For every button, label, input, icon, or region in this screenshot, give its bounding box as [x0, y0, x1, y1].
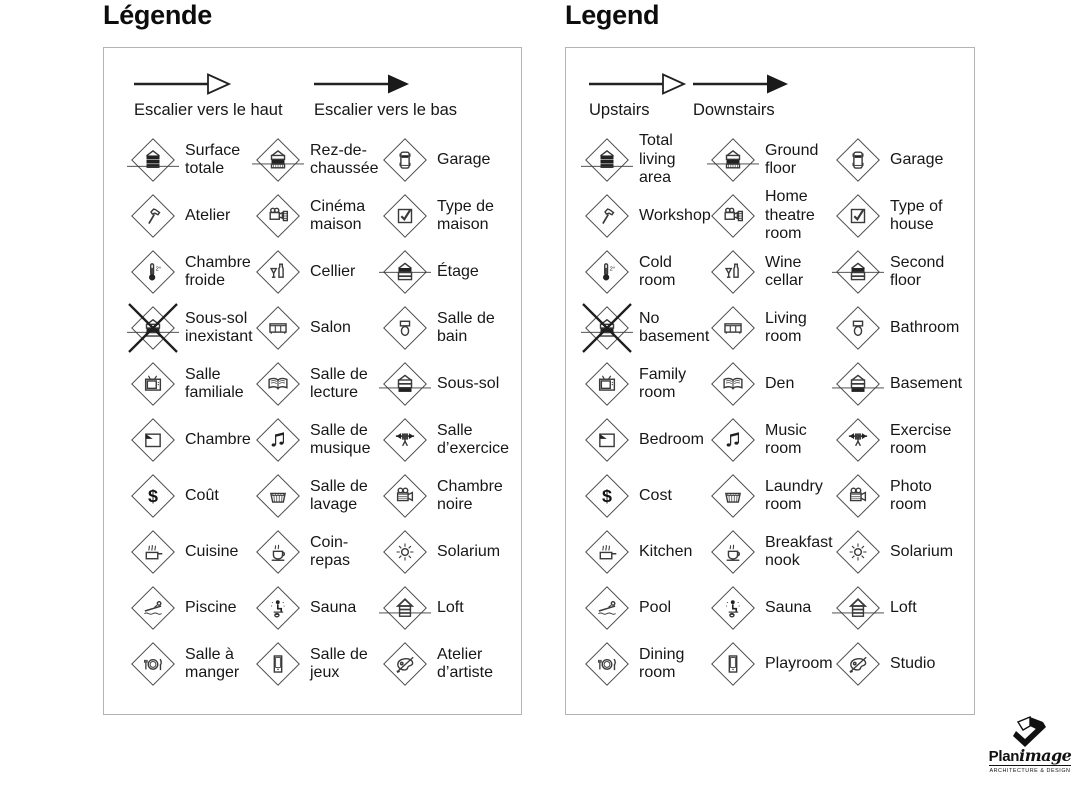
- logo-tagline: ARCHITECTURE & DESIGN: [989, 767, 1071, 774]
- legend-item-label: Cellier: [310, 262, 356, 280]
- legend-item: [130, 300, 255, 356]
- bathroom-icon: [835, 305, 881, 351]
- legend-item-label: Workshop: [639, 206, 711, 224]
- legend-item: [130, 412, 255, 468]
- legend-item: [382, 524, 521, 580]
- breakfast-nook-icon: [255, 529, 301, 575]
- legend-item: [584, 468, 710, 524]
- living-room-icon: [710, 305, 756, 351]
- photo-room-icon: [382, 473, 428, 519]
- ground-floor-icon: [255, 137, 301, 183]
- legend-item: [130, 636, 255, 692]
- legend-item: [130, 468, 255, 524]
- legend-item-label: Den: [765, 374, 795, 392]
- living-room-icon: [255, 305, 301, 351]
- legend-grid: [104, 132, 521, 692]
- legend-item: [710, 636, 835, 692]
- music-room-icon: [710, 417, 756, 463]
- legend-item-label: Salle de lavage: [310, 477, 368, 513]
- legend-item-label: Basement: [890, 374, 963, 392]
- legend-item: [835, 412, 974, 468]
- stairs-down-arrow-label: Escalier vers le bas: [314, 101, 458, 119]
- legend-item-label: Total living area: [639, 132, 676, 187]
- basement-icon: [382, 361, 428, 407]
- legend-item: [130, 580, 255, 636]
- legend-item: [835, 300, 974, 356]
- legend-item: [710, 580, 835, 636]
- legend-item-label: Bedroom: [639, 430, 704, 448]
- planimage-logo: [982, 716, 1078, 774]
- legend-item-label: Atelier d’artiste: [437, 645, 494, 681]
- legend-item-label: Living room: [765, 309, 807, 345]
- legend-item: [835, 356, 974, 412]
- legend-item: [382, 356, 521, 412]
- legend-item: [255, 412, 382, 468]
- legend-item: [835, 580, 974, 636]
- legend-item-label: Playroom: [765, 654, 833, 672]
- legend-item-label: Wine cellar: [765, 253, 804, 289]
- legend-item: [255, 580, 382, 636]
- legend-item-label: Dining room: [639, 645, 685, 681]
- legend-panel-fr: [103, 47, 522, 715]
- garage-icon: [382, 137, 428, 183]
- legend-item: [835, 524, 974, 580]
- legend-item: [382, 300, 521, 356]
- legend-item: [584, 132, 710, 188]
- planimage-emblem-icon: [1010, 716, 1050, 748]
- legend-item-label: Ground floor: [765, 141, 819, 177]
- laundry-room-icon: [255, 473, 301, 519]
- legend-item-label: Sous-sol inexistant: [185, 309, 253, 345]
- legend-item-label: Salon: [310, 318, 351, 336]
- breakfast-nook-icon: [710, 529, 756, 575]
- legend-item-label: Atelier: [185, 206, 231, 224]
- music-room-icon: [255, 417, 301, 463]
- den-icon: [255, 361, 301, 407]
- legend-item: [130, 188, 255, 244]
- stairs-down-arrow-icon: [314, 72, 457, 120]
- legend-item-label: Second floor: [890, 253, 945, 289]
- stairs-down-arrow-label: Downstairs: [693, 101, 775, 119]
- total-living-area-icon: [584, 137, 630, 183]
- home-theatre-icon: [255, 193, 301, 239]
- legend-item-label: Music room: [765, 421, 807, 457]
- stairs-up-arrow-label: Upstairs: [589, 101, 650, 119]
- playroom-icon: [255, 641, 301, 687]
- legend-item-label: Exercise room: [890, 421, 952, 457]
- legend-item-label: Type de maison: [437, 197, 494, 233]
- legend-item: [710, 188, 835, 244]
- crossed-out-x-icon: [578, 299, 636, 357]
- svg-text:$: $: [148, 485, 158, 506]
- home-theatre-icon: [710, 193, 756, 239]
- legend-item-label: Piscine: [185, 598, 237, 616]
- legend-item-label: Chambre noire: [437, 477, 503, 513]
- legend-item-label: Type of house: [890, 197, 943, 233]
- logo-brand-plan: Plan: [988, 748, 1020, 765]
- legend-item: [710, 132, 835, 188]
- bedroom-icon: [130, 417, 176, 463]
- legend-item-label: Salle de jeux: [310, 645, 368, 681]
- basement-icon: [835, 361, 881, 407]
- legend-item: [382, 412, 521, 468]
- legend-item: [584, 300, 710, 356]
- stairs-down-arrow-icon: [693, 72, 791, 120]
- legend-item: [130, 244, 255, 300]
- family-room-icon: [584, 361, 630, 407]
- loft-icon: [382, 585, 428, 631]
- wine-cellar-icon: [255, 249, 301, 295]
- legend-item: [382, 580, 521, 636]
- legend-item-label: Chambre froide: [185, 253, 251, 289]
- legend-item-label: Pool: [639, 598, 672, 616]
- stairs-up-arrow-icon: [589, 72, 687, 120]
- legend-item-label: Solarium: [437, 542, 501, 560]
- bathroom-icon: [382, 305, 428, 351]
- no-basement-icon: [130, 305, 176, 351]
- sauna-icon: [255, 585, 301, 631]
- legend-item-label: Garage: [437, 150, 491, 168]
- legend-item: [710, 300, 835, 356]
- sauna-icon: [710, 585, 756, 631]
- legend-item: [382, 244, 521, 300]
- family-room-icon: [130, 361, 176, 407]
- bedroom-icon: [584, 417, 630, 463]
- legend-item-label: Kitchen: [639, 542, 693, 560]
- legend-item: [255, 244, 382, 300]
- legend-item: [710, 468, 835, 524]
- legend-item: [255, 132, 382, 188]
- legend-grid: [566, 132, 974, 692]
- legend-item-label: Sauna: [765, 598, 812, 616]
- legend-item-label: Studio: [890, 654, 936, 672]
- ground-floor-icon: [710, 137, 756, 183]
- legend-item-label: Salle de musique: [310, 421, 371, 457]
- second-floor-icon: [835, 249, 881, 295]
- workshop-icon: [584, 193, 630, 239]
- logo-brand-image: image: [1019, 746, 1072, 765]
- garage-icon: [835, 137, 881, 183]
- legend-item: [584, 524, 710, 580]
- cold-room-icon: [584, 249, 630, 295]
- legend-item: [710, 524, 835, 580]
- legend-item: [255, 188, 382, 244]
- crossed-out-x-icon: [124, 299, 182, 357]
- legend-title-fr: Légende: [103, 0, 212, 30]
- svg-text:2°: 2°: [609, 266, 616, 273]
- stairs-up-arrow-label: Escalier vers le haut: [134, 101, 283, 119]
- exercise-room-icon: [382, 417, 428, 463]
- legend-item: [710, 244, 835, 300]
- legend-item: [835, 636, 974, 692]
- cost-icon: [130, 473, 176, 519]
- legend-item-label: Bathroom: [890, 318, 960, 336]
- legend-item: [835, 468, 974, 524]
- legend-item: [255, 636, 382, 692]
- legend-title-en: Legend: [565, 0, 660, 30]
- legend-item: [584, 356, 710, 412]
- stairs-up-arrow-icon: [134, 72, 283, 120]
- legend-item: [382, 468, 521, 524]
- legend-item-label: Surface totale: [185, 141, 241, 177]
- studio-icon: [382, 641, 428, 687]
- legend-panel-en: [565, 47, 975, 715]
- legend-item: [382, 636, 521, 692]
- legend-item: [255, 524, 382, 580]
- legend-item: [255, 300, 382, 356]
- pool-icon: [584, 585, 630, 631]
- type-of-house-icon: [835, 193, 881, 239]
- legend-item: [382, 188, 521, 244]
- kitchen-icon: [584, 529, 630, 575]
- dining-room-icon: [130, 641, 176, 687]
- legend-item: [584, 580, 710, 636]
- legend-item-label: Garage: [890, 150, 944, 168]
- legend-item-label: Coin-repas: [310, 533, 351, 569]
- logo-brand: [988, 746, 1072, 766]
- legend-item: [584, 244, 710, 300]
- legend-item-label: Chambre: [185, 430, 251, 448]
- legend-item-label: Salle familiale: [185, 365, 244, 401]
- legend-item-label: Sous-sol: [437, 374, 500, 392]
- legend-item-label: Salle de bain: [437, 309, 495, 345]
- legend-item: [130, 356, 255, 412]
- legend-item: [710, 356, 835, 412]
- legend-item-label: Étage: [437, 262, 479, 280]
- legend-item: [255, 468, 382, 524]
- no-basement-icon: [584, 305, 630, 351]
- legend-item-label: Cost: [639, 486, 672, 504]
- svg-text:2°: 2°: [155, 266, 162, 273]
- legend-item: [130, 524, 255, 580]
- legend-item: [130, 132, 255, 188]
- legend-item: [835, 188, 974, 244]
- pool-icon: [130, 585, 176, 631]
- legend-item-label: Loft: [890, 598, 917, 616]
- solarium-icon: [382, 529, 428, 575]
- playroom-icon: [710, 641, 756, 687]
- legend-item: [835, 244, 974, 300]
- legend-item: [710, 412, 835, 468]
- exercise-room-icon: [835, 417, 881, 463]
- legend-item-label: Sauna: [310, 598, 357, 616]
- studio-icon: [835, 641, 881, 687]
- loft-icon: [835, 585, 881, 631]
- legend-item-label: Cuisine: [185, 542, 239, 560]
- legend-item-label: Coût: [185, 486, 219, 504]
- legend-item-label: Rez-de-chaussée: [310, 141, 379, 177]
- legend-item: [382, 132, 521, 188]
- legend-item: [584, 636, 710, 692]
- dining-room-icon: [584, 641, 630, 687]
- legend-item-label: Solarium: [890, 542, 954, 560]
- total-living-area-icon: [130, 137, 176, 183]
- cost-icon: [584, 473, 630, 519]
- photo-room-icon: [835, 473, 881, 519]
- den-icon: [710, 361, 756, 407]
- type-of-house-icon: [382, 193, 428, 239]
- legend-item-label: Salle de lecture: [310, 365, 368, 401]
- svg-text:$: $: [602, 485, 612, 506]
- solarium-icon: [835, 529, 881, 575]
- legend-item: [255, 356, 382, 412]
- legend-item-label: Photo room: [890, 477, 932, 513]
- legend-item-label: Laundry room: [765, 477, 823, 513]
- kitchen-icon: [130, 529, 176, 575]
- legend-item: [584, 412, 710, 468]
- legend-item-label: Home theatre room: [765, 188, 815, 243]
- legend-item-label: Loft: [437, 598, 464, 616]
- legend-item-label: Family room: [639, 365, 687, 401]
- legend-item-label: Salle à manger: [185, 645, 240, 681]
- wine-cellar-icon: [710, 249, 756, 295]
- laundry-room-icon: [710, 473, 756, 519]
- legend-item-label: Cold room: [639, 253, 676, 289]
- legend-item-label: Cinéma maison: [310, 197, 366, 233]
- legend-item-label: Salle d’exercice: [437, 421, 510, 457]
- legend-item-label: Breakfast nook: [765, 533, 833, 569]
- legend-item-label: No basement: [639, 309, 710, 345]
- workshop-icon: [130, 193, 176, 239]
- second-floor-icon: [382, 249, 428, 295]
- legend-item: [835, 132, 974, 188]
- cold-room-icon: [130, 249, 176, 295]
- legend-item: [584, 188, 710, 244]
